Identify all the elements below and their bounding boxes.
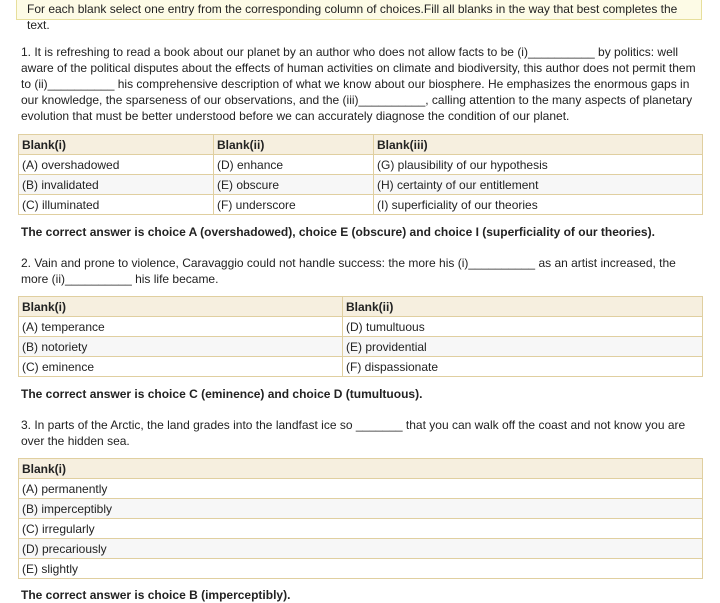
choice-d[interactable]: (D) tumultuous — [343, 317, 703, 337]
column-header: Blank(iii) — [374, 135, 703, 155]
choice-b[interactable]: (B) invalidated — [19, 175, 214, 195]
question-3-text: 3. In parts of the Arctic, the land grades into the landfast ice so _______ that you can walk off the coast and not know you are over the hidden sea. — [21, 418, 686, 448]
choice-c[interactable]: (C) illuminated — [19, 195, 214, 215]
choice-e[interactable]: (E) providential — [343, 337, 703, 357]
table-row — [19, 195, 703, 215]
choice-c[interactable]: (C) irregularly — [19, 519, 703, 539]
choice-d[interactable]: (D) precariously — [19, 539, 703, 559]
question-2-text: 2. Vain and prone to violence, Caravaggio could not handle success: the more his (i)__________ as an artist increased, the more (ii)__________ his life became. — [21, 256, 676, 286]
column-header: Blank(i) — [19, 297, 343, 317]
table-row — [19, 317, 703, 337]
choice-e[interactable]: (E) obscure — [214, 175, 374, 195]
table-row — [19, 479, 703, 499]
choice-e[interactable]: (E) slightly — [19, 559, 703, 579]
choice-a[interactable]: (A) permanently — [19, 479, 703, 499]
choice-d[interactable]: (D) enhance — [214, 155, 374, 175]
table-row — [19, 357, 703, 377]
question-2-choices-table — [18, 296, 703, 377]
table-row — [19, 175, 703, 195]
column-header: Blank(i) — [19, 459, 703, 479]
choice-a[interactable]: (A) temperance — [19, 317, 343, 337]
choice-b[interactable]: (B) notoriety — [19, 337, 343, 357]
choice-b[interactable]: (B) imperceptibly — [19, 499, 703, 519]
column-header: Blank(i) — [19, 135, 214, 155]
choice-c[interactable]: (C) eminence — [19, 357, 343, 377]
choice-g[interactable]: (G) plausibility of our hypothesis — [374, 155, 703, 175]
table-row — [19, 155, 703, 175]
table-row — [19, 539, 703, 559]
table-row — [19, 337, 703, 357]
question-2-answer: The correct answer is choice C (eminence) and choice D (tumultuous). — [21, 387, 423, 401]
choice-f[interactable]: (F) underscore — [214, 195, 374, 215]
table-row — [19, 519, 703, 539]
question-1-answer: The correct answer is choice A (overshadowed), choice E (obscure) and choice I (superficiality of our theories). — [21, 225, 655, 239]
question-3-answer: The correct answer is choice B (imperceptibly). — [21, 588, 291, 602]
table-header-row — [19, 297, 703, 317]
column-header: Blank(ii) — [343, 297, 703, 317]
table-row — [19, 499, 703, 519]
question-3-choices-table — [18, 458, 703, 579]
choice-a[interactable]: (A) overshadowed — [19, 155, 214, 175]
table-row — [19, 559, 703, 579]
table-header-row — [19, 459, 703, 479]
table-header-row — [19, 135, 703, 155]
choice-h[interactable]: (H) certainty of our entitlement — [374, 175, 703, 195]
choice-i[interactable]: (I) superficiality of our theories — [374, 195, 703, 215]
question-1-text: 1. It is refreshing to read a book about our planet by an author who does not allow facts to be (i)__________ by politics: well aware of the political disputes about the effects of human activities on climate and biodiversity, this author does not permit them to (ii)__________ his comprehensive description of what we know about our biosphere. He emphasizes the enormous gaps in our knowledge, the sparseness of our observations, and the (iii)__________, calling attention to the many aspects of planetary evolution that must be better understood before we can accurately diagnose the condition of our planet. — [21, 45, 696, 123]
choice-f[interactable]: (F) dispassionate — [343, 357, 703, 377]
column-header: Blank(ii) — [214, 135, 374, 155]
instructions-banner: For each blank select one entry from the corresponding column of choices.Fill all blanks in the way that best completes the text. — [16, 0, 702, 20]
question-1-choices-table — [18, 134, 703, 215]
